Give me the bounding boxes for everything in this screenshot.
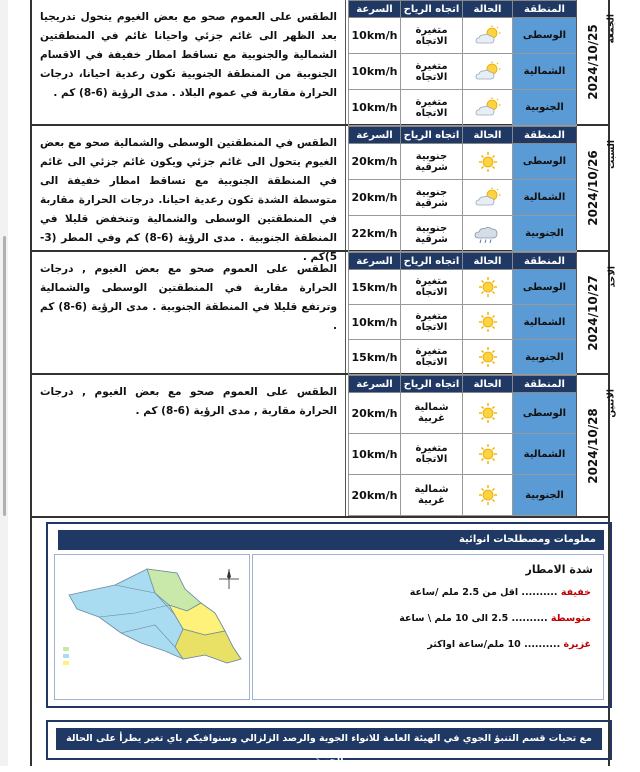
day-block (32, 126, 617, 263)
table-row (349, 90, 577, 126)
sun-icon (473, 157, 503, 168)
day-name: السبت (607, 140, 617, 169)
wind-direction: جنوبية شرقية (401, 144, 463, 180)
condition-cell (463, 305, 513, 340)
table-row (349, 18, 577, 54)
wind-direction: متغيرة الاتجاه (401, 340, 463, 375)
condition-cell (463, 144, 513, 180)
condition-cell (463, 216, 513, 252)
rain-intensity-box (252, 554, 604, 700)
wind-speed: 20km/h (349, 144, 401, 180)
region-name: الوسطى (513, 270, 577, 305)
wind-direction: شمالية غربية (401, 393, 463, 434)
wind-direction: جنوبية شرقية (401, 180, 463, 216)
region-name: الشمالية (513, 305, 577, 340)
rain-level-name: غزيرة (563, 639, 591, 650)
wind-direction: متغيرة الاتجاه (401, 305, 463, 340)
wind-speed: 10km/h (349, 90, 401, 126)
table-row (349, 340, 577, 375)
day-name: الاحد (607, 266, 617, 288)
region-name: الشمالية (513, 54, 577, 90)
info-title: معلومات ومصطلحات انوائية (58, 530, 604, 550)
region-name: الجنوبية (513, 475, 577, 516)
rain-level-text: .......... 10 ملم/ساعة اواكثر (427, 639, 561, 650)
table-row (349, 305, 577, 340)
table-row (349, 216, 577, 252)
wind-direction: متغيرة الاتجاه (401, 434, 463, 475)
rain-level-text: .......... 2.5 الى 10 ملم \ ساعة (399, 613, 548, 624)
table-row (349, 434, 577, 475)
table-row (349, 144, 577, 180)
wind-speed: 20km/h (349, 180, 401, 216)
table-row (349, 393, 577, 434)
col-header-region: المنطقة (513, 127, 577, 144)
scrollbar-track[interactable] (0, 0, 8, 766)
col-header-wind-direction: اتجاه الرياح (401, 253, 463, 270)
date-column (576, 0, 617, 124)
col-header-wind-direction: اتجاه الرياح (401, 127, 463, 144)
sun-icon (473, 352, 503, 363)
wind-speed: 10km/h (349, 305, 401, 340)
condition-cell (463, 393, 513, 434)
col-header-speed: السرعة (349, 127, 401, 144)
date-column (576, 252, 617, 373)
day-block (32, 375, 617, 518)
day-description: الطقس على العموم صحو مع بعض الغيوم , درجات الحرارة مقاربة , مدى الرؤية (6-8) كم . (32, 375, 346, 516)
sun-icon (473, 282, 503, 293)
wind-speed: 10km/h (349, 18, 401, 54)
forecast-date: 2024/10/28 (586, 407, 600, 484)
col-header-wind-direction: اتجاه الرياح (401, 376, 463, 393)
condition-cell (463, 54, 513, 90)
forecast-table (348, 126, 576, 250)
partly-cloudy-icon (473, 193, 503, 204)
date-column (576, 375, 617, 516)
sun-icon (473, 490, 503, 501)
wind-speed: 10km/h (349, 54, 401, 90)
table-row (349, 180, 577, 216)
rain-level-name: خفيفة (560, 587, 591, 598)
rain-level-text: .......... اقل من 2.5 ملم /ساعة (409, 587, 558, 598)
day-description: الطقس في المنطقتين الوسطى والشمالية صحو مع بعض الغيوم يتحول الى غائم جزئي ويكون غائم جزئي الى غائم في المنطقة الجنوبية مع تساقط امطار خفيفة الى متوسطة الشدة تكون رعدية احيانا. درجات الحرارة مقاربة في المنطقتين الوسطى والشمالية وتنخفض قليلا في المنطقة الجنوبية . مدى الرؤية (6-8) كم وفي المطر (3-5)كم . (32, 126, 346, 250)
wind-direction: متغيرة الاتجاه (401, 18, 463, 54)
wind-direction: متغيرة الاتجاه (401, 54, 463, 90)
table-row (349, 475, 577, 516)
condition-cell (463, 434, 513, 475)
region-name: الشمالية (513, 434, 577, 475)
forecast-table (348, 0, 576, 124)
footer-text: مع تحيات قسم التنبؤ الجوي في الهيئة العامة للانواء الجوية والرصد الزلزالي وسنوافيكم باي تغير يطرأ على الحالة الجوية (56, 728, 602, 750)
forecast-date: 2024/10/27 (586, 274, 600, 351)
partly-cloudy-icon (473, 67, 503, 78)
rain-level-moderate (399, 613, 591, 624)
iraq-map-graphic (55, 555, 249, 699)
condition-cell (463, 270, 513, 305)
col-header-condition: الحالة (463, 1, 513, 18)
region-name: الجنوبية (513, 216, 577, 252)
forecast-table (348, 375, 576, 516)
wind-speed: 22km/h (349, 216, 401, 252)
forecast-date: 2024/10/26 (586, 150, 600, 226)
region-name: الشمالية (513, 180, 577, 216)
col-header-speed: السرعة (349, 1, 401, 18)
rain-level-light (410, 587, 591, 598)
wind-speed: 15km/h (349, 340, 401, 375)
wind-speed: 20km/h (349, 393, 401, 434)
col-header-condition: الحالة (463, 376, 513, 393)
wind-direction: جنوبية شرقية (401, 216, 463, 252)
col-header-region: المنطقة (513, 253, 577, 270)
forecast-table (348, 252, 576, 373)
condition-cell (463, 340, 513, 375)
region-name: الوسطى (513, 18, 577, 54)
region-name: الوسطى (513, 393, 577, 434)
col-header-condition: الحالة (463, 127, 513, 144)
day-description: الطقس على العموم صحو مع بعض الغيوم يتحول تدريجيا بعد الظهر الى غائم جزئي واحيانا غائم في المنطقتين الشمالية والجنوبية مع تساقط امطار خفيفة في الاقسام الجنوبية من المنطقة الجنوبية تكون رعدية احيانا، درجات الحرارة مقاربة في عموم البلاد . مدى الرؤية (6-8) كم . (32, 0, 346, 124)
day-description: الطقس على العموم صحو مع بعض الغيوم , درجات الحرارة مقاربة في المنطقتين الوسطى والشمالية وترتفع قليلا في المنطقة الجنوبية . مدى الرؤية (6-8) كم . (32, 252, 346, 373)
wind-direction: متغيرة الاتجاه (401, 270, 463, 305)
iraq-map (54, 554, 250, 700)
table-row (349, 54, 577, 90)
table-row (349, 270, 577, 305)
sun-icon (473, 408, 503, 419)
sun-icon (473, 449, 503, 460)
date-column (576, 126, 617, 250)
col-header-condition: الحالة (463, 253, 513, 270)
partly-cloudy-icon (473, 31, 503, 42)
condition-cell (463, 180, 513, 216)
region-name: الوسطى (513, 144, 577, 180)
col-header-wind-direction: اتجاه الرياح (401, 1, 463, 18)
rain-level-heavy (427, 639, 591, 650)
rain-intensity-title: شدة الامطار (525, 563, 593, 576)
scrollbar-thumb[interactable] (3, 236, 6, 516)
rain-level-name: متوسطة (550, 613, 591, 624)
wind-speed: 15km/h (349, 270, 401, 305)
col-header-region: المنطقة (513, 1, 577, 18)
col-header-region: المنطقة (513, 376, 577, 393)
day-block (32, 252, 617, 375)
partly-cloudy-icon (473, 103, 503, 114)
wind-direction: متغيرة الاتجاه (401, 90, 463, 126)
forecast-date: 2024/10/25 (586, 24, 600, 100)
rain-cloud-icon (473, 229, 503, 240)
wind-speed: 20km/h (349, 475, 401, 516)
sun-icon (473, 317, 503, 328)
region-name: الجنوبية (513, 340, 577, 375)
condition-cell (463, 18, 513, 54)
col-header-speed: السرعة (349, 253, 401, 270)
day-name: الجمعة (607, 14, 617, 44)
condition-cell (463, 90, 513, 126)
condition-cell (463, 475, 513, 516)
wind-speed: 10km/h (349, 434, 401, 475)
col-header-speed: السرعة (349, 376, 401, 393)
day-name: الاثنين (607, 389, 617, 418)
day-block (32, 0, 617, 126)
region-name: الجنوبية (513, 90, 577, 126)
wind-direction: شمالية غربية (401, 475, 463, 516)
